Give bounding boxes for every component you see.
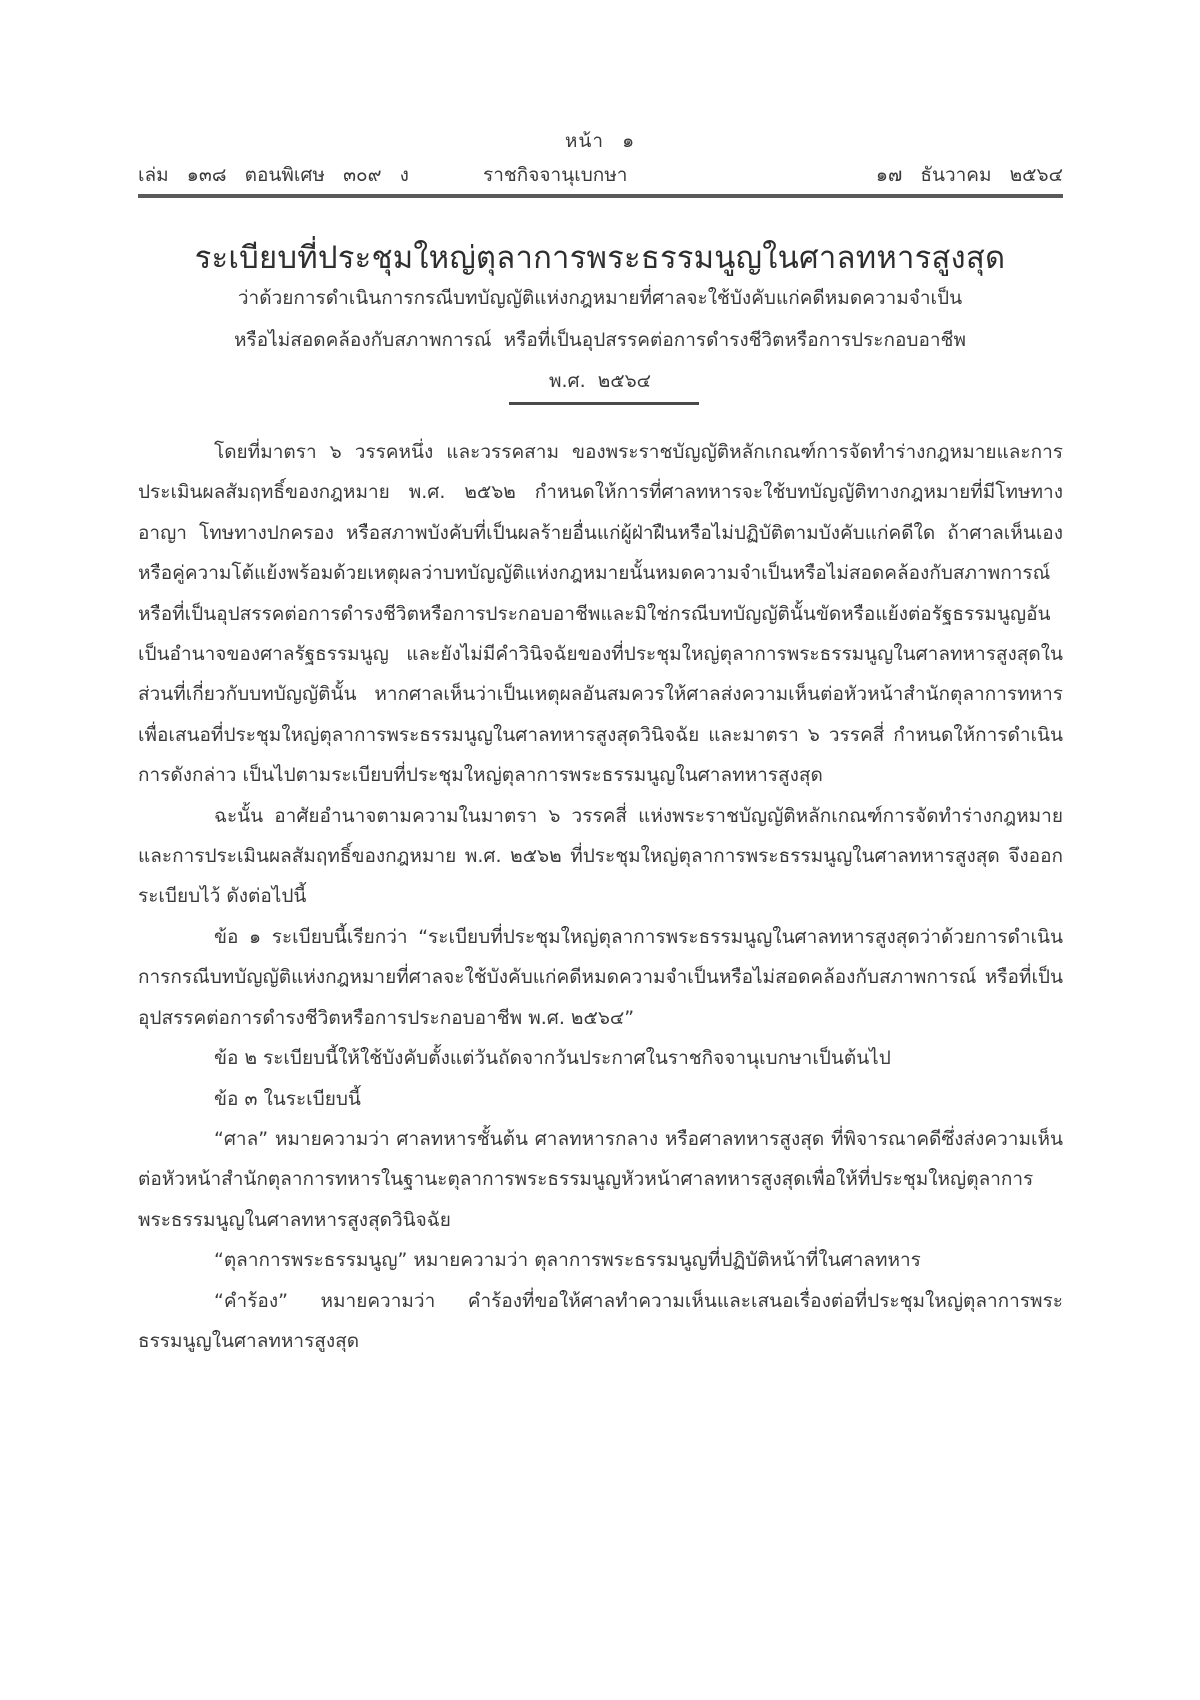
document-body (138, 432, 1063, 1361)
gazette-header (138, 160, 1063, 190)
header-rule (138, 194, 1063, 198)
page-label: หน้า (564, 130, 605, 152)
document-year: พ.ศ. ๒๕๖๔ (548, 370, 652, 392)
preamble-paragraph: โดยที่มาตรา ๖ วรรคหนึ่ง และวรรคสาม ของพระราชบัญญัติหลักเกณฑ์การจัดทำร่างกฎหมายและการประเมินผลสัมฤทธิ์ของกฎหมาย พ.ศ. ๒๕๖๒ กำหนดให้การที่ศาลทหารจะใช้บทบัญญัติทางกฎหมายที่มีโทษทางอาญา โทษทางปกครอง หรือสภาพบังคับที่เป็นผลร้ายอื่นแก่ผู้ฝ่าฝืนหรือไม่ปฏิบัติตามบังคับแก่คดีใด ถ้าศาลเห็นเองหรือคู่ความโต้แย้งพร้อมด้วยเหตุผลว่าบทบัญญัติแห่งกฎหมายนั้นหมดความจำเป็นหรือไม่สอดคล้องกับสภาพการณ์ หรือที่เป็นอุปสรรคต่อการดำรงชีวิตหรือการประกอบอาชีพและมิใช่กรณีบทบัญญัตินั้นขัดหรือแย้งต่อรัฐธรรมนูญอันเป็นอำนาจของศาลรัฐธรรมนูญ และยังไม่มีคำวินิจฉัยของที่ประชุมใหญ่ตุลาการพระธรรมนูญในศาลทหารสูงสุดในส่วนที่เกี่ยวกับบทบัญญัตินั้น หากศาลเห็นว่าเป็นเหตุผลอันสมควรให้ศาลส่งความเห็นต่อหัวหน้าสำนักตุลาการทหารเพื่อเสนอที่ประชุมใหญ่ตุลาการพระธรรมนูญในศาลทหารสูงสุดวินิจฉัย และมาตรา ๖ วรรคสี่ กำหนดให้การดำเนินการดังกล่าว เป็นไปตามระเบียบที่ประชุมใหญ่ตุลาการพระธรรมนูญในศาลทหารสูงสุด (138, 441, 1063, 787)
page-number (0, 126, 1200, 156)
document-subtitle-line-2: หรือไม่สอดคล้องกับสภาพการณ์ หรือที่เป็นอุปสรรคต่อการดำรงชีวิตหรือการประกอบอาชีพ (234, 329, 966, 351)
clause-2: ข้อ ๒ ระเบียบนี้ให้ใช้บังคับตั้งแต่วันถัดจากวันประกาศในราชกิจจานุเบกษาเป็นต้นไป (214, 1047, 891, 1070)
page-number-value: ๑ (622, 130, 636, 152)
volume-issue: เล่ม ๑๓๘ ตอนพิเศษ ๓๐๙ ง (138, 164, 409, 186)
definition-court: “ศาล” หมายความว่า ศาลทหารชั้นต้น ศาลทหารกลาง หรือศาลทหารสูงสุด ที่พิจารณาคดีซึ่งส่งความเห็นต่อหัวหน้าสำนักตุลาการทหารในฐานะตุลาการพระธรรมนูญหัวหน้าศาลทหารสูงสุดเพื่อให้ที่ประชุมใหญ่ตุลาการพระธรรมนูญในศาลทหารสูงสุดวินิจฉัย (138, 1127, 1063, 1231)
publication-date: ๑๗ ธันวาคม ๒๕๖๔ (875, 164, 1063, 186)
definition-judge-advocate: “ตุลาการพระธรรมนูญ” หมายความว่า ตุลาการพระธรรมนูญที่ปฏิบัติหน้าที่ในศาลทหาร (214, 1249, 921, 1272)
authority-paragraph: ฉะนั้น อาศัยอำนาจตามความในมาตรา ๖ วรรคสี่ แห่งพระราชบัญญัติหลักเกณฑ์การจัดทำร่างกฎหมายและการประเมินผลสัมฤทธิ์ของกฎหมาย พ.ศ. ๒๕๖๒ ที่ประชุมใหญ่ตุลาการพระธรรมนูญในศาลทหารสูงสุด จึงออกระเบียบไว้ ดังต่อไปนี้ (138, 804, 1063, 908)
clause-3: ข้อ ๓ ในระเบียบนี้ (214, 1087, 361, 1110)
document-title: ระเบียบที่ประชุมใหญ่ตุลาการพระธรรมนูญในศาลทหารสูงสุด (194, 240, 1006, 276)
clause-1: ข้อ ๑ ระเบียบนี้เรียกว่า “ระเบียบที่ประชุมใหญ่ตุลาการพระธรรมนูญในศาลทหารสูงสุดว่าด้วยการดำเนินการกรณีบทบัญญัติแห่งกฎหมายที่ศาลจะใช้บังคับแก่คดีหมดความจำเป็นหรือไม่สอดคล้องกับสภาพการณ์ หรือที่เป็นอุปสรรคต่อการดำรงชีวิตหรือการประกอบอาชีพ พ.ศ. ๒๕๖๔” (138, 925, 1063, 1029)
document-subtitle-line-1: ว่าด้วยการดำเนินการกรณีบทบัญญัติแห่งกฎหมายที่ศาลจะใช้บังคับแก่คดีหมดความจำเป็น (237, 287, 963, 309)
title-divider (509, 402, 699, 405)
definition-petition: “คำร้อง” หมายความว่า คำร้องที่ขอให้ศาลทำความเห็นและเสนอเรื่องต่อที่ประชุมใหญ่ตุลาการพระธรรมนูญในศาลทหารสูงสุด (138, 1289, 1063, 1352)
gazette-name: ราชกิจจานุเบกษา (483, 164, 628, 186)
